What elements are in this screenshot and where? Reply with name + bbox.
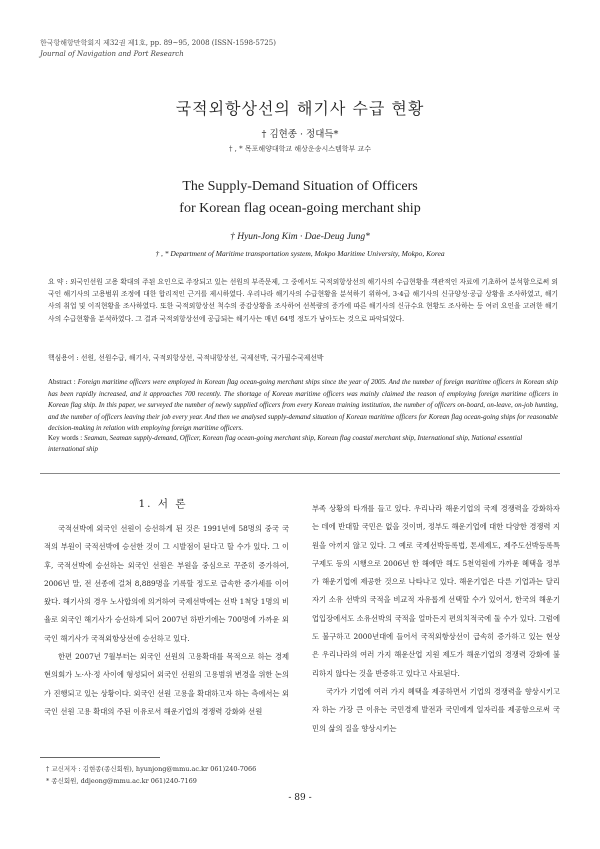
body-paragraph: 국적선박에 외국인 선원이 승선하게 된 것은 1991년에 58명의 중국 국적의 부원이 국적선박에 승선한 것이 그 시발점이 된다고 할 수가 있다. 그 이후, 국적선박에 승선하는 외국인 선원은 부원을 중심으로 꾸준히 증가하여, 2006년 말, 전 선종에 걸쳐 8,889명을 기록할 정도로 급속한 증가세를 이어왔다. 해기사의 경우 노사합의에 의거하여 국제선박에는 선박 1척당 1명의 비율로 외국인 해기사가 승선하게 되어 2007년 하반기에는 700명에 가까운 외국인 해기사가 국적외항상선에 승선하고 있다. xyxy=(44,524,289,643)
affiliation-english: † , * Department of Maritime transportation system, Mokpo Maritime University, Mokpo, Korea xyxy=(155,249,445,258)
title-english xyxy=(0,176,600,220)
footnote-coauthor: * 종신회원, ddjeong@mmu.ac.kr 061)240-7169 xyxy=(46,776,197,785)
keywords-korean-text: 선원, 선원수급, 해기사, 국적외항상선, 국적내항상선, 국제선박, 국가필수국제선박 xyxy=(80,354,324,362)
title-english-line1: The Supply-Demand Situation of Officers xyxy=(182,179,418,194)
body-paragraph: 부족 상황의 타개를 들고 있다. 우리나라 해운기업의 국제 경쟁력을 강화하자는 데에 반대할 국민은 없을 것이며, 정부도 해운기업에 대한 다양한 경쟁력 지원을 아끼지 않고 있다. 그 예로 국제선박등록법, 톤세제도, 제주도선박등록특구제도 등의 시행으로 2006년 한 해에만 해도 5천억원에 가까운 혜택을 정부가 해운기업에 제공한 것으로 나타나고 있다. 해운기업은 다른 기업과는 달리 자기 소유 선박의 국적을 비교적 자유롭게 선택할 수가 있어서, 한국의 해운기업입장에서도 소유선박의 국적을 얼마든지 편의치적국에 둘 수가 있다. 그럼에도 불구하고 2000년대에 들어서 국적외항상선이 급속히 증가하고 있는 현상은 우리나라의 여러 가지 해운산업 지원 제도가 해운기업의 경쟁력 강화에 불리하지 않다는 것을 반증하고 있다고 사료된다. xyxy=(312,504,560,678)
footnotes xyxy=(46,764,306,787)
journal-name-kr: 한국항해항만학회지 제32권 제1호, pp. 89~95, 2008 (ISSN-1598-5725) xyxy=(40,39,276,47)
journal-header xyxy=(40,38,276,60)
abstract-korean-text: 외국인선원 고용 확대의 주된 요인으로 주장되고 있는 선원의 부족문제, 그 중에서도 국적외항상선의 해기사의 수급현황을 객관적인 자료에 기초하여 분석함으로써 외국인 해기사의 고용범위 조정에 대한 합리적인 근거를 제시하였다. 우리나라 해기사의 수급현황을 분석하기 위하여, 3·4급 해기사의 신규양성·공급 상황을 조사하였고, 해기사의 취업 및 이직현황을 조사하였다. 또한 국적외항상선 척수의 증감상황을 조사하여 선복량의 증가에 따른 해기사의 신규수요 현황도 조사하는 등 여러 요인을 고려한 해기사의 수급현황을 분석하였다. 그 결과 국적외항상선에 공급되는 해기사는 매년 64명 정도가 남아도는 것으로 파악되었다. xyxy=(48,278,558,323)
affiliation-korean: † , * 목포해양대학교 해상운송시스템학부 교수 xyxy=(228,145,372,153)
keywords-korean-label: 핵심용어 : xyxy=(48,354,81,362)
body-paragraph: 국가가 기업에 여러 가지 혜택을 제공하면서 기업의 경쟁력을 향상시키고자 하는 가장 큰 이유는 국민경제 발전과 국민에게 일자리를 제공함으로써 국민의 삶의 질을 향상시키는 xyxy=(312,686,560,733)
body-column-left xyxy=(44,520,289,721)
abstract-english-text: Foreign maritime officers were employed in Korean flag ocean-going merchant ships since the year of 2005. And the number of foreign maritime officers in Korean ship has been rapidly increased, and it approaches 700 recently. The shortage of Korean maritime officers was mainly claimed the reason of employing foreign maritime officers in Korean flag ship. In this paper, we surveyed the number of newly supplied officers from every Korean training institution, the number of officers on-board, on-leave, on-job hunting, and the number of officers leaving their job every year. And then we analysed supply-demand situation of Korean maritime officers for Korean flag ocean-going ships for reasonable decision-making in relation with employing foreign maritime officers. xyxy=(48,378,558,432)
title-korean: 국적외항상선의 해기사 수급 현황 xyxy=(175,99,425,118)
page-number: - 89 - xyxy=(288,793,312,803)
footnote-divider xyxy=(40,757,160,758)
journal-name-en: Journal of Navigation and Port Research xyxy=(40,50,184,58)
keywords-english xyxy=(48,433,558,455)
keywords-english-label: Key words : xyxy=(48,434,84,442)
abstract-korean xyxy=(48,276,558,325)
authors-korean: † 김현종 · 정대득* xyxy=(261,129,339,140)
keywords-english-text: Seaman, Seaman supply-demand, Officer, Korean flag ocean-going merchant ship, Korean flag coastal merchant ship, International ship, National essential international ship xyxy=(48,434,523,453)
authors-english: † Hyun-Jong Kim · Dae-Deug Jung* xyxy=(230,232,370,242)
abstract-english-label: Abstract : xyxy=(48,378,78,386)
title-english-line2: for Korean flag ocean-going merchant ship xyxy=(179,201,421,216)
section-divider xyxy=(40,473,560,474)
keywords-korean xyxy=(48,352,558,362)
footnote-corresponding-author: † 교신저자 : 김현종(종신회원), hyunjong@mmu.ac.kr 061)240-7066 xyxy=(46,765,257,773)
abstract-english xyxy=(48,377,558,435)
body-paragraph: 한편 2007년 7월부터는 외국인 선원의 고용확대를 목적으로 하는 경제현의회가 노·사·정 사이에 형성되어 외국인 선원의 고용범위 변경을 위한 논의가 진행되고 있는 상황이다. 외국인 선원 고용을 확대하고자 하는 측에서는 외국인 선원 고용 확대의 주된 이유로서 해운기업의 경쟁력 강화와 선원 xyxy=(44,652,289,716)
body-column-right xyxy=(312,500,560,738)
section-heading: 1. 서 론 xyxy=(138,498,188,510)
abstract-korean-label: 요 약 : xyxy=(48,278,70,286)
